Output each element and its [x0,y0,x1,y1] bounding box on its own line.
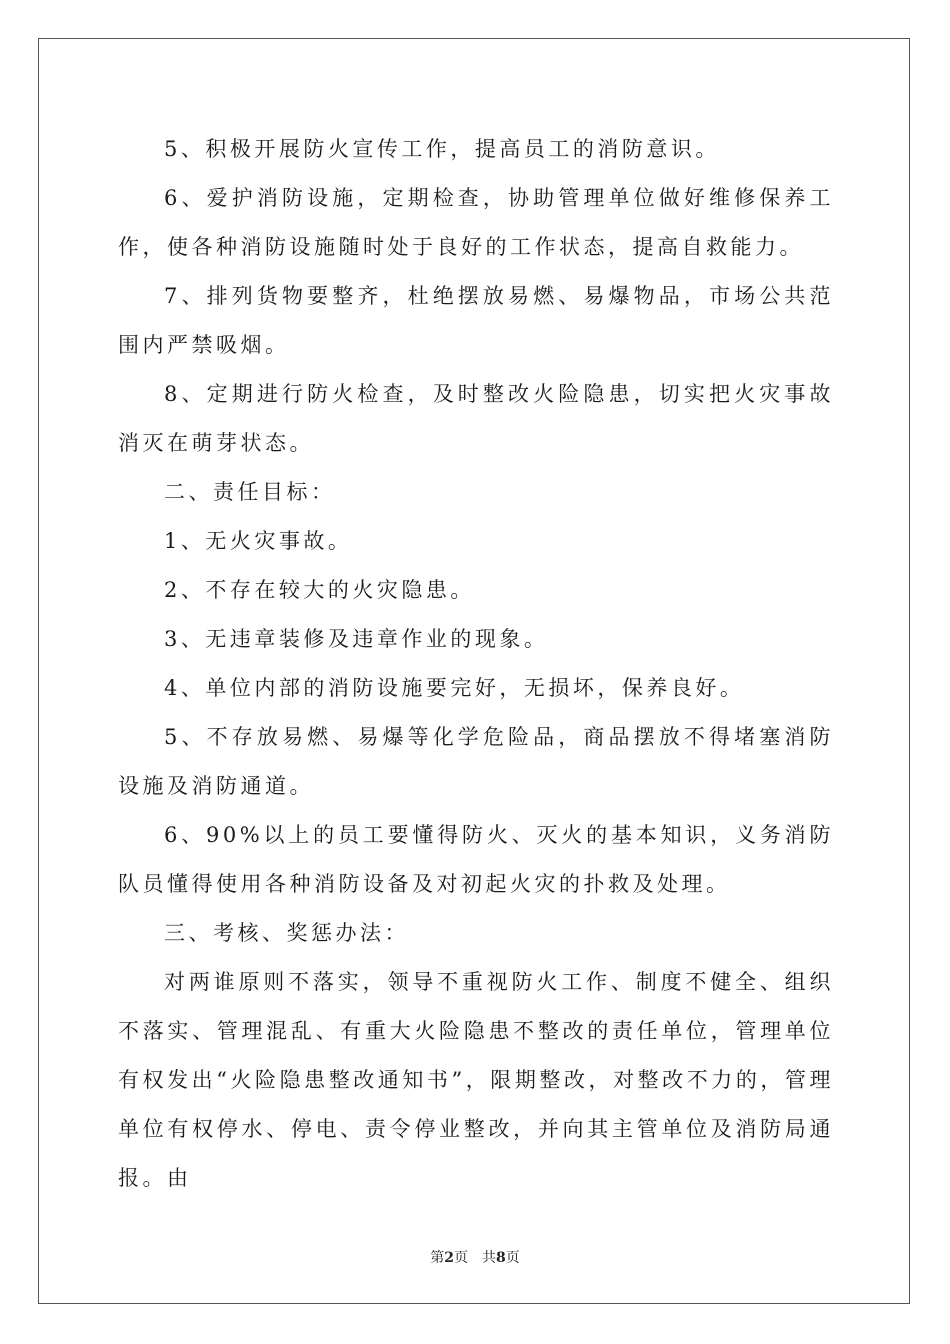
footer-total-pages: 8 [496,1250,506,1266]
section-heading-responsibility-goals: 二、责任目标： [164,480,336,504]
assessment-paragraph: 对两谁原则不落实，领导不重视防火工作、制度不健全、组织不落实、管理混乱、有重大火险隐患不整改的责任单位，管理单位有权发出“火险隐患整改通知书”，限期整改，对整改不力的，管理单位有权停水、停电、责令停业整改，并向其主管单位及消防局通报。由 [118,970,834,1190]
footer-mid: 页 共 [454,1250,496,1266]
goal-item-4: 4、单位内部的消防设施要完好，无损坏，保养良好。 [164,676,745,700]
paragraph-item-5-publicity: 5、积极开展防火宣传工作，提高员工的消防意识。 [164,137,720,161]
paragraph-item-7-goods: 7、排列货物要整齐，杜绝摆放易燃、易爆物品，市场公共范围内严禁吸烟。 [118,284,834,357]
footer-current-page: 2 [444,1250,454,1266]
page-number-footer [0,1247,950,1267]
goal-item-1: 1、无火灾事故。 [164,529,353,553]
paragraph-item-8-inspection: 8、定期进行防火检查，及时整改火险隐患，切实把火灾事故消灭在萌芽状态。 [118,382,834,455]
goal-item-3: 3、无违章装修及违章作业的现象。 [164,627,549,651]
paragraph-item-6-facilities: 6、爱护消防设施，定期检查，协助管理单位做好维修保养工作，使各种消防设施随时处于良好的工作状态，提高自救能力。 [118,186,834,259]
section-heading-assessment: 三、考核、奖惩办法： [164,921,409,945]
footer-prefix: 第 [430,1250,445,1266]
goal-item-5: 5、不存放易燃、易爆等化学危险品，商品摆放不得堵塞消防设施及消防通道。 [118,725,834,798]
goal-item-6: 6、90%以上的员工要懂得防火、灭火的基本知识，义务消防队员懂得使用各种消防设备及对初起火灾的扑救及处理。 [118,823,834,896]
document-body [118,125,834,1203]
goal-item-2: 2、不存在较大的火灾隐患。 [164,578,475,602]
footer-suffix: 页 [505,1250,520,1266]
